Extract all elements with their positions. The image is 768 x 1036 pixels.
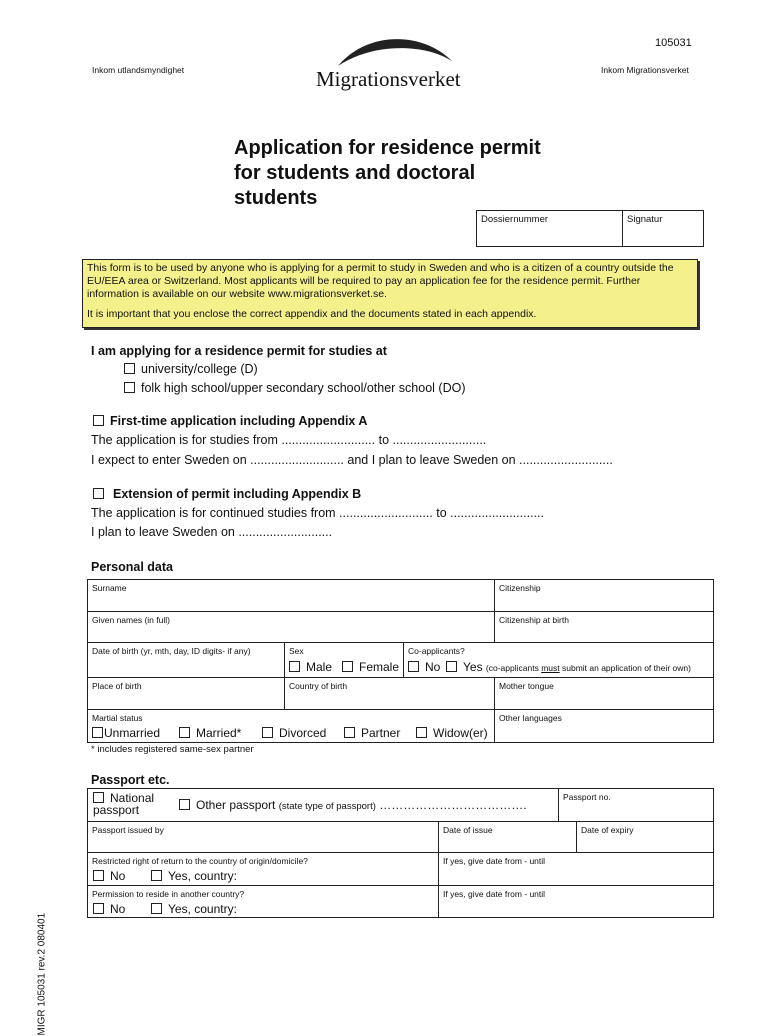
title-line-2: for students and doctoral (234, 162, 476, 184)
right-stamp-label: Inkom Migrationsverket (601, 65, 689, 75)
passport-issued-by-field[interactable]: Passport issued by (87, 821, 439, 853)
unmarried-checkbox[interactable] (92, 727, 103, 738)
notice-paragraph-2: It is important that you enclose the correct appendix and the documents stated in each appendix. (87, 308, 537, 320)
extension-leave-date: I plan to leave Sweden on ........................... (91, 525, 333, 539)
folk-high-school-checkbox[interactable] (124, 382, 135, 393)
given-names-field[interactable]: Given names (in full) (87, 611, 495, 643)
first-time-checkbox[interactable] (93, 415, 104, 426)
co-applicants-no-checkbox[interactable] (408, 661, 419, 672)
passport-number-field[interactable]: Passport no. (558, 788, 714, 822)
form-revision-code: MIGR 105031 rev.2 080401 (36, 912, 48, 1036)
extension-study-dates: The application is for continued studies from ........................... to ........................... (91, 506, 544, 520)
mother-tongue-field[interactable]: Mother tongue (494, 677, 714, 710)
national-passport-option[interactable]: National passport (93, 791, 155, 817)
sex-female-option[interactable]: Female (342, 660, 399, 674)
signature-label: Signatur (627, 214, 663, 225)
studies-heading: I am applying for a residence permit for studies at (91, 344, 387, 358)
logo-text: Migrationsverket (316, 67, 461, 91)
reside-yes-checkbox[interactable] (151, 903, 162, 914)
passport-heading: Passport etc. (91, 773, 170, 787)
unmarried-option[interactable]: Unmarried (92, 726, 160, 740)
citizenship-at-birth-field[interactable]: Citizenship at birth (494, 611, 714, 643)
personal-data-heading: Personal data (91, 560, 173, 574)
male-checkbox[interactable] (289, 661, 300, 672)
university-checkbox[interactable] (124, 363, 135, 374)
sex-male-option[interactable]: Male (289, 660, 332, 674)
form-number: 105031 (655, 37, 692, 49)
citizenship-field[interactable]: Citizenship (494, 579, 714, 612)
info-notice (82, 259, 698, 328)
first-time-travel-dates: I expect to enter Sweden on ........................... and I plan to leave Sweden on ........................... (91, 453, 613, 467)
restricted-dates-field[interactable]: If yes, give date from - until (438, 852, 714, 886)
dossier-number-field[interactable] (476, 210, 623, 247)
date-of-issue-field[interactable]: Date of issue (438, 821, 577, 853)
restricted-yes-option[interactable]: Yes, country: (151, 869, 237, 883)
other-languages-field[interactable]: Other languages (494, 709, 714, 743)
option-folk-high-school[interactable]: folk high school/upper secondary school/other school (DO) (124, 381, 465, 395)
restricted-yes-checkbox[interactable] (151, 870, 162, 881)
country-of-birth-field[interactable]: Country of birth (284, 677, 495, 710)
co-applicants-field: Co-applicants? No Yes (co-applicants must submit an application of their own) (403, 642, 714, 678)
extension-checkbox[interactable] (93, 488, 104, 499)
co-applicants-yes-checkbox[interactable] (446, 661, 457, 672)
divorced-option[interactable]: Divorced (262, 726, 326, 740)
other-passport-option[interactable]: Other passport (state type of passport) ………………………………. (179, 798, 527, 812)
marital-footnote: * includes registered same-sex partner (91, 744, 254, 755)
widow-option[interactable]: Widow(er) (416, 726, 488, 740)
widow-checkbox[interactable] (416, 727, 427, 738)
dossier-label: Dossiernummer (481, 214, 549, 225)
reside-dates-field[interactable]: If yes, give date from - until (438, 885, 714, 918)
extension-heading[interactable]: Extension of permit including Appendix B (93, 487, 361, 501)
partner-option[interactable]: Partner (344, 726, 400, 740)
married-option[interactable]: Married* (179, 726, 241, 740)
national-passport-checkbox[interactable] (93, 792, 104, 803)
passport-type-field (87, 788, 559, 822)
restricted-no-checkbox[interactable] (93, 870, 104, 881)
co-applicants-no-option[interactable]: No (408, 660, 440, 674)
first-time-heading[interactable]: First-time application including Appendix A (93, 414, 367, 428)
co-applicants-yes-option[interactable]: Yes (co-applicants must submit an application of their own) (446, 660, 691, 674)
page-title (234, 136, 541, 211)
migrationsverket-logo (312, 33, 477, 93)
sex-field: Sex Male Female (284, 642, 404, 678)
surname-field[interactable]: Surname (87, 579, 495, 612)
left-stamp-label: Inkom utlandsmyndighet (92, 65, 185, 75)
marital-status-field: Martial status Unmarried Married* Divorced Partner Widow(er) (87, 709, 495, 743)
other-passport-checkbox[interactable] (179, 799, 190, 810)
reside-no-option[interactable]: No (93, 902, 125, 916)
title-line-3: students (234, 187, 318, 209)
date-of-birth-field[interactable]: Date of birth (yr, mth, day, ID digits- if any) (87, 642, 285, 678)
female-checkbox[interactable] (342, 661, 353, 672)
reside-yes-option[interactable]: Yes, country: (151, 902, 237, 916)
divorced-checkbox[interactable] (262, 727, 273, 738)
signature-field[interactable] (622, 210, 704, 247)
restricted-return-field: Restricted right of return to the country of origin/domicile? No Yes, country: (87, 852, 439, 886)
restricted-no-option[interactable]: No (93, 869, 125, 883)
option-university[interactable]: university/college (D) (124, 362, 258, 376)
reside-other-country-field: Permission to reside in another country? No Yes, country: (87, 885, 439, 918)
reside-no-checkbox[interactable] (93, 903, 104, 914)
place-of-birth-field[interactable]: Place of birth (87, 677, 285, 710)
notice-paragraph-1: This form is to be used by anyone who is applying for a permit to study in Sweden and who is a citizen of a country outside the EU/EEA area or Switzerland. Most applicants will be required to pay an application fee for the residence permit. Further information is available on our website www.migrationsverket.se. (87, 262, 674, 300)
first-time-study-dates: The application is for studies from ........................... to ........................... (91, 433, 487, 447)
married-checkbox[interactable] (179, 727, 190, 738)
title-line-1: Application for residence permit (234, 137, 541, 159)
date-of-expiry-field[interactable]: Date of expiry (576, 821, 714, 853)
partner-checkbox[interactable] (344, 727, 355, 738)
co-applicants-note: (co-applicants must submit an application of their own) (485, 663, 691, 673)
